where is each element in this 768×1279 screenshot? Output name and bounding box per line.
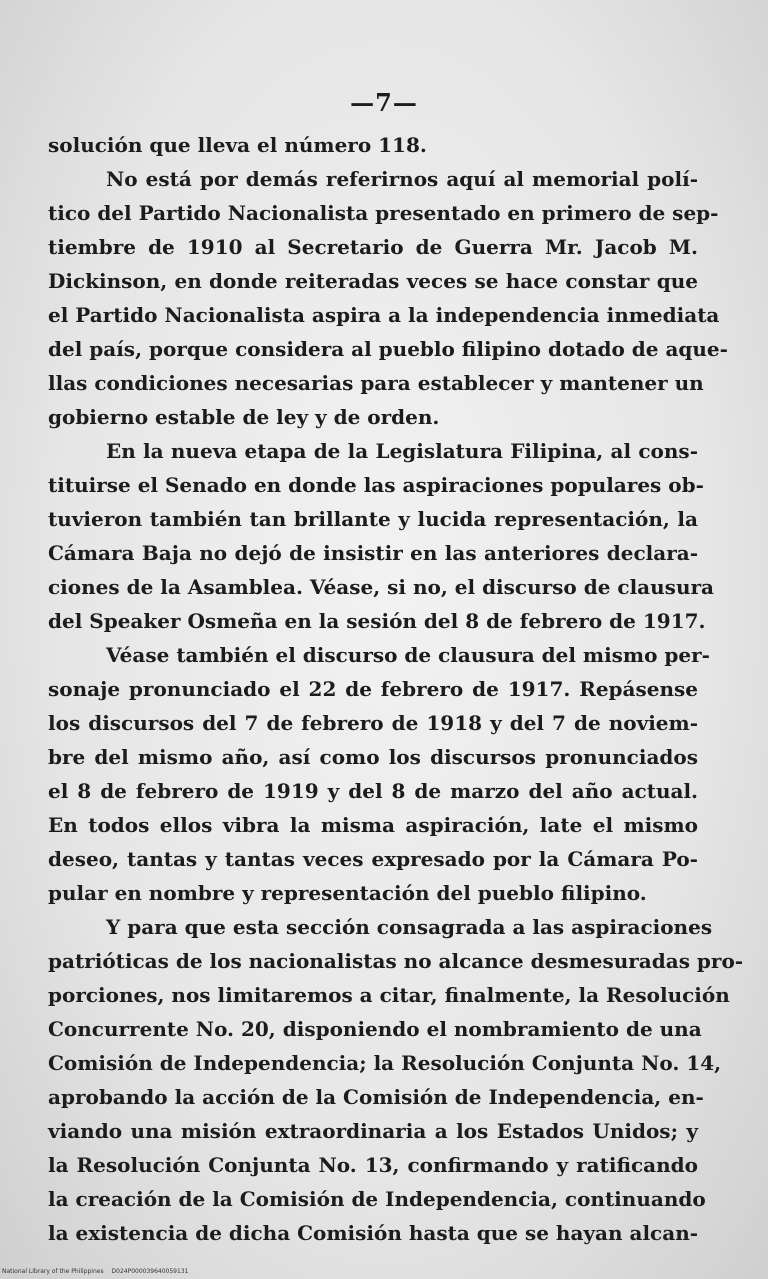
text-line: Véase también el discurso de clausura del mismo per- bbox=[106, 643, 710, 667]
footer-source: National Library of the Philippines bbox=[2, 1268, 104, 1275]
text-line: Y para que esta sección consagrada a las aspiraciones bbox=[106, 915, 713, 939]
text-line: gobierno estable de ley y de orden. bbox=[48, 405, 440, 429]
text-line: del país, porque considera al pueblo filipino dotado de aque- bbox=[48, 337, 728, 361]
text-line: ciones de la Asamblea. Véase, si no, el discurso de clausura bbox=[48, 575, 714, 599]
body-text bbox=[48, 128, 744, 1250]
text-line: sonaje pronunciado el 22 de febrero de 1917. Repásense bbox=[48, 677, 698, 701]
text-line: tiembre de 1910 al Secretario de Guerra Mr. Jacob M. bbox=[48, 235, 698, 259]
text-line: En la nueva etapa de la Legislatura Filipina, al cons- bbox=[106, 439, 698, 463]
text-line: del Speaker Osmeña en la sesión del 8 de febrero de 1917. bbox=[48, 609, 706, 633]
text-line: Cámara Baja no dejó de insistir en las anteriores declara- bbox=[48, 541, 698, 565]
text-line: No está por demás referirnos aquí al memorial polí- bbox=[106, 167, 698, 191]
text-line: aprobando la acción de la Comisión de Independencia, en- bbox=[48, 1085, 704, 1109]
text-line: deseo, tantas y tantas veces expresado por la Cámara Po- bbox=[48, 847, 698, 871]
text-line: tuvieron también tan brillante y lucida representación, la bbox=[48, 507, 698, 531]
text-line: la existencia de dicha Comisión hasta que se hayan alcan- bbox=[48, 1221, 699, 1245]
text-line: el Partido Nacionalista aspira a la independencia inmediata bbox=[48, 303, 720, 327]
text-line: pular en nombre y representación del pueblo filipino. bbox=[48, 881, 647, 905]
text-line: porciones, nos limitaremos a citar, finalmente, la Resolución bbox=[48, 983, 730, 1007]
page-number: —7— bbox=[350, 88, 418, 117]
text-line: la creación de la Comisión de Independencia, continuando bbox=[48, 1187, 706, 1211]
text-line: la Resolución Conjunta No. 13, confirmando y ratificando bbox=[48, 1153, 698, 1177]
text-line: En todos ellos vibra la misma aspiración, late el mismo bbox=[48, 813, 698, 837]
text-line: tico del Partido Nacionalista presentado en primero de sep- bbox=[48, 201, 719, 225]
text-line: Concurrente No. 20, disponiendo el nombramiento de una bbox=[48, 1017, 702, 1041]
text-line: los discursos del 7 de febrero de 1918 y del 7 de noviem- bbox=[48, 711, 698, 735]
text-line: patrióticas de los nacionalistas no alcance desmesuradas pro- bbox=[48, 949, 744, 973]
text-line: solución que lleva el número 118. bbox=[48, 133, 427, 157]
text-line: bre del mismo año, así como los discursos pronunciados bbox=[48, 745, 698, 769]
text-line: tituirse el Senado en donde las aspiraciones populares ob- bbox=[48, 473, 704, 497]
text-line: llas condiciones necesarias para establecer y mantener un bbox=[48, 371, 704, 395]
text-line: el 8 de febrero de 1919 y del 8 de marzo del año actual. bbox=[48, 779, 698, 803]
text-line: Comisión de Independencia; la Resolución Conjunta No. 14, bbox=[48, 1051, 722, 1075]
text-line: viando una misión extraordinaria a los Estados Unidos; y bbox=[48, 1119, 698, 1143]
footer-id: D024P000039640059131 bbox=[111, 1268, 189, 1275]
footer-attribution bbox=[2, 1268, 194, 1275]
text-line: Dickinson, en donde reiteradas veces se hace constar que bbox=[48, 269, 698, 293]
